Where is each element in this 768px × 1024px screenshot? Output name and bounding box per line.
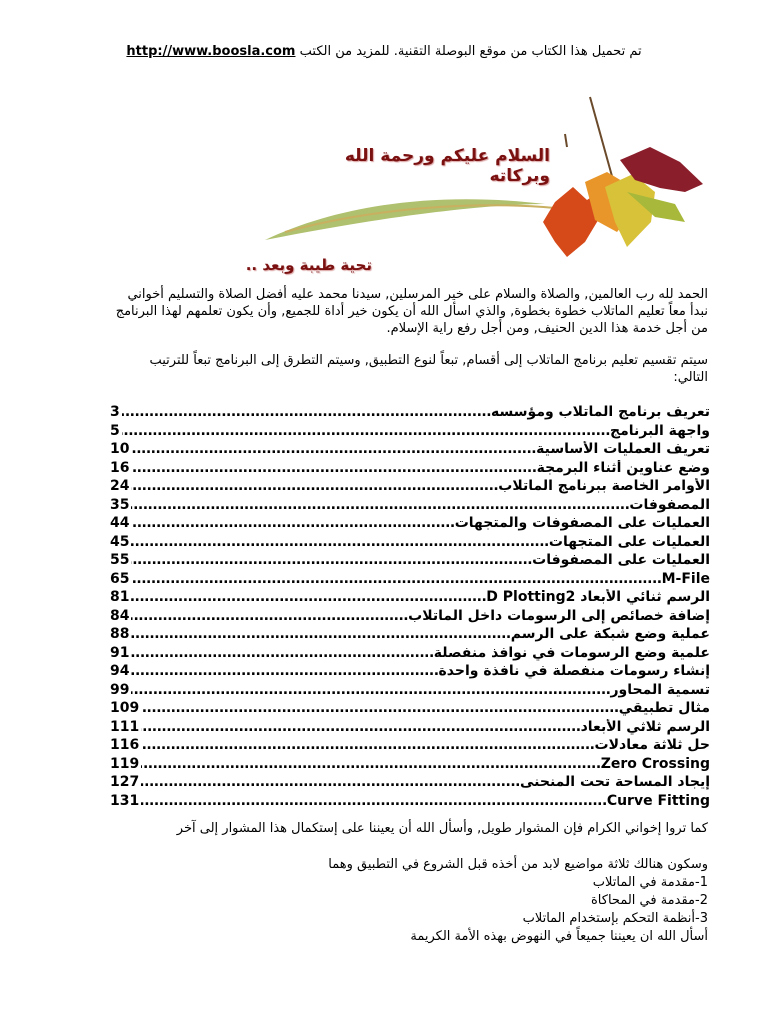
topic-item: 1-مقدمة في الماتلاب xyxy=(592,875,708,890)
plan-paragraph: سيتم تقسيم تعليم برنامج الماتلاب إلى أقسام, تبعاً لنوع التطبيق, وسيتم التطرق إلى البرنامج تبعاً للترتيب التالي: xyxy=(149,353,708,385)
intro-paragraph: الحمد لله رب العالمين, والصلاة والسلام على خير المرسلين, سيدنا محمد عليه أفضل الصلاة والتسليم أخواني نبدأ معاً تعليم الماتلاب خطوة بخطوة, والذي اسأل الله أن يكون خير أداة للجميع, وأن يكون تعلمهم لهذا البرنامج من أجل خدمة هذا الدين الحنيف, ومن أجل رفع راية الإسلام. xyxy=(115,287,708,336)
toc-row: العمليات على المصفوفات ..... 55 xyxy=(110,552,710,571)
download-notice xyxy=(0,44,768,59)
toc-row: إيجاد المساحة تحت المنحنى ..... 127 xyxy=(110,774,710,793)
branch-stem xyxy=(590,97,615,187)
toc-row: المصفوفات ..... 35 xyxy=(110,497,710,516)
topic-item: 2-مقدمة في المحاكاة xyxy=(591,893,708,908)
toc-row: العمليات على المتجهات ..... 45 xyxy=(110,534,710,553)
toc-row: Zero Crossing ..... 119 xyxy=(110,756,710,775)
toc-row: الرسم ثنائي الأبعاد D Plotting2 ..... 81 xyxy=(110,589,710,608)
table-of-contents xyxy=(110,404,710,811)
toc-row: وضع عناوين أثناء البرمجة ..... 16 xyxy=(110,460,710,479)
toc-row: علمية وضع الرسومات في نوافذ منفصلة ..... 91 xyxy=(110,645,710,664)
outro-paragraph: كما تروا إخواني الكرام فإن المشوار طويل, وأسأل الله أن يعيننا على إستكمال هذا المشوار إلى آخر xyxy=(176,821,708,836)
toc-row: تسمية المحاور ..... 99 xyxy=(110,682,710,701)
topics-intro: وسكون هنالك ثلاثة مواضيع لابد من أخذه قبل الشروع في التطبيق وهما xyxy=(328,857,708,872)
toc-row: إضافة خصائص إلى الرسومات داخل الماتلاب ..... 84 xyxy=(110,608,710,627)
toc-row: إنشاء رسومات منفصلة في نافذة واحدة ..... 94 xyxy=(110,663,710,682)
site-link[interactable]: http://www.boosla.com xyxy=(126,44,296,59)
toc-row: الرسم ثلاثي الأبعاد ..... 111 xyxy=(110,719,710,738)
toc-row: حل ثلاثة معادلات ..... 116 xyxy=(110,737,710,756)
closing-line: أسأل الله ان يعيننا جميعاً في النهوض بهذه الأمة الكريمة xyxy=(410,929,708,944)
toc-row: M-File ..... 65 xyxy=(110,571,710,590)
toc-row: مثال تطبيقي ..... 109 xyxy=(110,700,710,719)
toc-row: تعريف برنامج الماتلاب ومؤسسه ..... 3 xyxy=(110,404,710,423)
toc-row: واجهة البرنامج ..... 5 xyxy=(110,423,710,442)
toc-row: الأوامر الخاصة ببرنامج الماتلاب ..... 24 xyxy=(110,478,710,497)
greeting: تحية طيبة وبعد .. xyxy=(245,256,372,274)
notice-text: تم تحميل هذا الكتاب من موقع البوصلة التقنية. للمزيد من الكتب xyxy=(299,44,642,59)
toc-row: عملية وضع شبكة على الرسم ..... 88 xyxy=(110,626,710,645)
toc-row: تعريف العمليات الأساسية ..... 10 xyxy=(110,441,710,460)
salutation: السلام عليكم ورحمة الله وبركاته xyxy=(344,146,550,186)
toc-row: العمليات على المصفوفات والمتجهات ..... 44 xyxy=(110,515,710,534)
topic-item: 3-أنظمة التحكم بإستخدام الماتلاب xyxy=(522,911,708,926)
leaf-yellow xyxy=(605,174,655,247)
topics-section xyxy=(112,856,708,946)
toc-row: Curve Fitting ..... 131 xyxy=(110,793,710,812)
